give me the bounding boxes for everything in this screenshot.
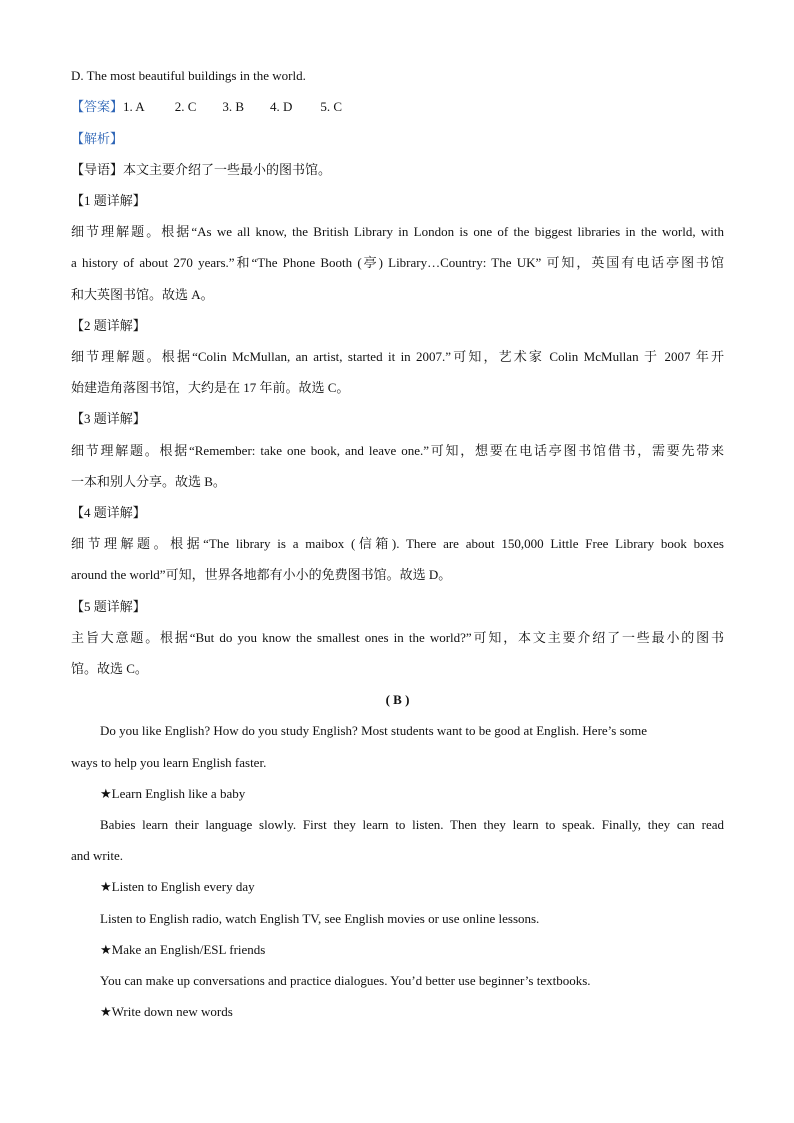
answer-label: 【答案】 <box>71 99 124 114</box>
tip-3: ★Make an English/ESL friends <box>100 942 266 957</box>
answer-3: 3. B <box>222 99 245 114</box>
q2-line-1: 细节理解题。根据“Colin McMullan, an artist, started it in 2007.”可知，艺术家 Colin McMullan 于 2007 年开 <box>71 349 724 364</box>
answer-5: 5. C <box>320 99 343 114</box>
q3-line-1: 细节理解题。根据“Remember: take one book, and leave one.”可知，想要在电话亭图书馆借书，需要先带来 <box>71 443 724 458</box>
q2-line-2: 始建造角落图书馆，大约是在 17 年前。故选 C。 <box>71 380 350 395</box>
answer-4: 4. D <box>270 99 293 114</box>
answer-line <box>71 98 724 116</box>
q2-heading: 【2 题详解】 <box>71 318 146 333</box>
q5-line-1: 主旨大意题。根据“But do you know the smallest ones in the world?”可知，本文主要介绍了一些最小的图书 <box>71 630 724 645</box>
q4-line-1: 细节理解题。根据“The library is a maibox (信箱). There are about 150,000 Little Free Library book boxes <box>71 536 724 551</box>
q3-line-2: 一本和别人分享。故选 B。 <box>71 474 226 489</box>
tip-1: ★Learn English like a baby <box>100 786 246 801</box>
answer-2: 2. C <box>174 99 197 114</box>
q1-line-2: a history of about 270 years.”和“The Phone Booth (亭) Library…Country: The UK” 可知，英国有电话亭图书馆 <box>71 255 724 270</box>
passage-p3: Listen to English radio, watch English TV, see English movies or use online lessons. <box>100 911 540 926</box>
q1-line-1: 细节理解题。根据“As we all know, the British Library in London is one of the biggest libraries in the world, with <box>71 224 724 239</box>
analysis-label: 【解析】 <box>71 131 124 146</box>
q5-heading: 【5 题详解】 <box>71 599 146 614</box>
tip-2: ★Listen to English every day <box>100 879 255 894</box>
intro-text: 【导语】本文主要介绍了一些最小的图书馆。 <box>71 162 332 177</box>
q4-heading: 【4 题详解】 <box>71 505 146 520</box>
answer-1: 1. A <box>123 99 145 114</box>
tip-4: ★Write down new words <box>100 1004 233 1019</box>
option-d: D. The most beautiful buildings in the world. <box>71 68 306 83</box>
passage-p4: You can make up conversations and practice dialogues. You’d better use beginner’s textbooks. <box>100 973 591 988</box>
passage-p1-line-2: ways to help you learn English faster. <box>71 755 267 770</box>
passage-p1-line-1: Do you like English? How do you study English? Most students want to be good at English. Here’s some <box>100 723 648 738</box>
q3-heading: 【3 题详解】 <box>71 411 146 426</box>
q5-line-2: 馆。故选 C。 <box>71 661 148 676</box>
q1-line-3: 和大英图书馆。故选 A。 <box>71 287 214 302</box>
q1-heading: 【1 题详解】 <box>71 193 146 208</box>
passage-p2-line-2: and write. <box>71 848 123 863</box>
q4-line-2: around the world”可知，世界各地都有小小的免费图书馆。故选 D。 <box>71 567 452 582</box>
passage-p2-line-1: Babies learn their language slowly. First they learn to listen. Then they learn to speak. Finally, they can read <box>100 817 724 832</box>
section-b-heading: ( B ) <box>385 692 410 707</box>
